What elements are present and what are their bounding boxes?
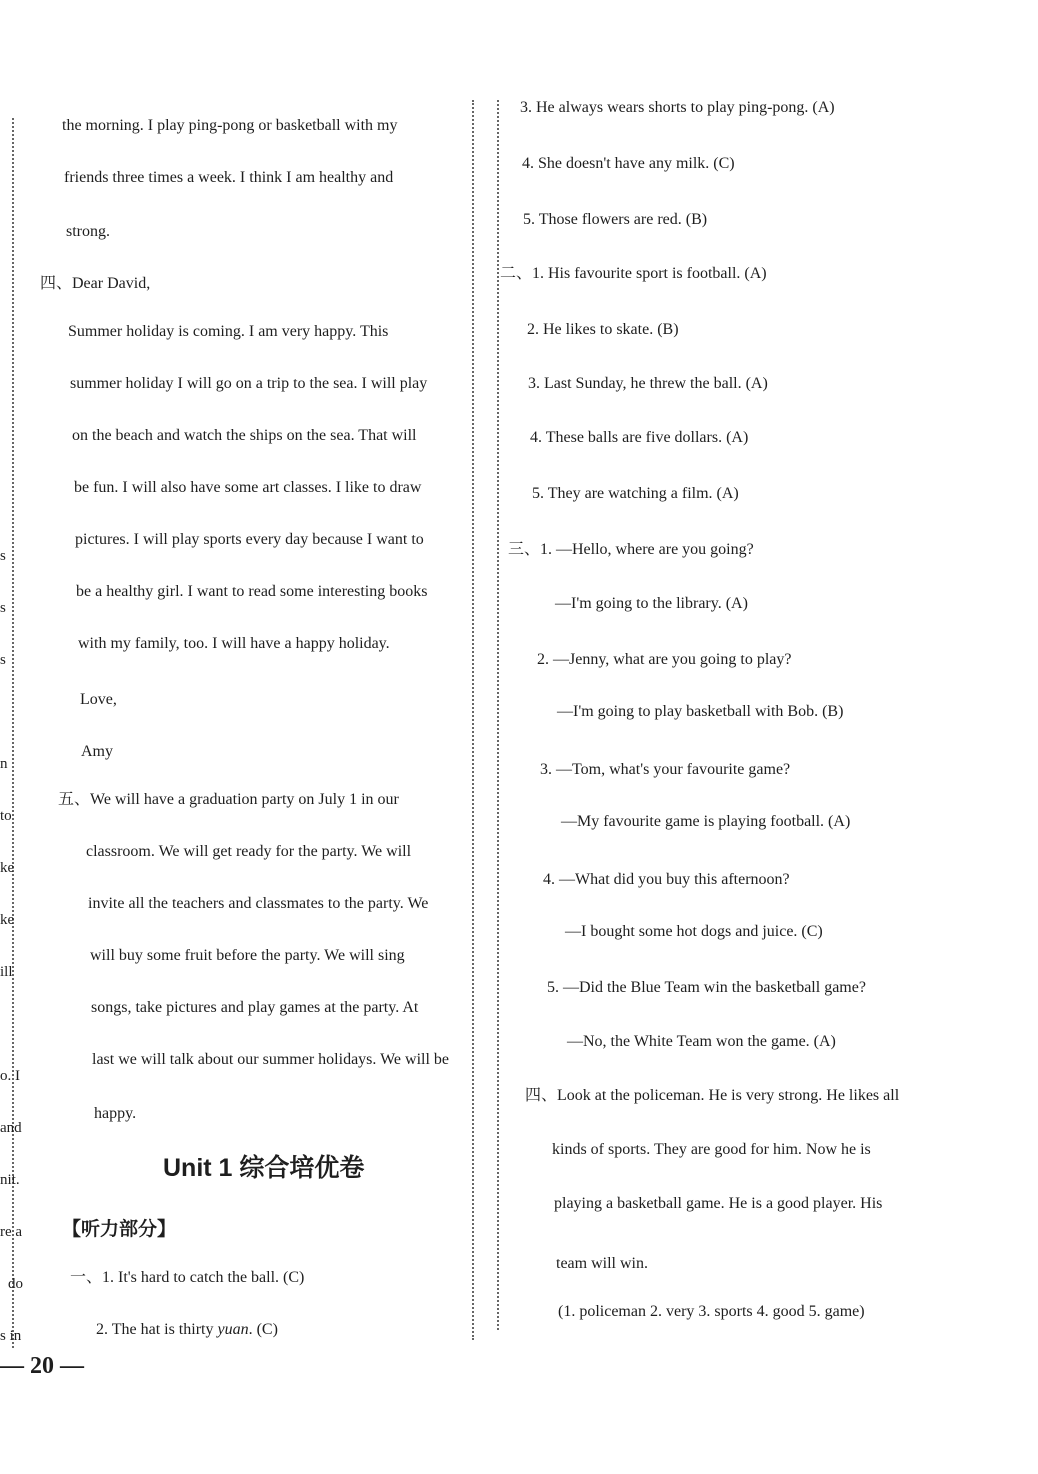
answer-item: 2. He likes to skate. (B) xyxy=(527,321,679,338)
dialogue-answer: —I'm going to the library. (A) xyxy=(555,595,748,612)
answer-item-text: 2. The hat is thirty xyxy=(96,1321,218,1338)
listening-section-heading: 【听力部分】 xyxy=(62,1219,177,1240)
unit-title: Unit 1 综合培优卷 xyxy=(163,1154,365,1182)
edge-fragment: n xyxy=(0,756,8,772)
edge-fragment: and xyxy=(0,1120,22,1136)
letter-signature: Amy xyxy=(81,743,113,760)
text-line: songs, take pictures and play games at the party. At xyxy=(91,999,419,1016)
text-line: strong. xyxy=(66,223,110,240)
text-line: happy. xyxy=(94,1105,137,1122)
dialogue-question: 2. —Jenny, what are you going to play? xyxy=(537,651,792,668)
edge-fragment: s xyxy=(0,600,6,616)
edge-fragment: re a xyxy=(0,1224,23,1240)
edge-fragment: ke xyxy=(0,912,15,928)
edge-fragment: ill xyxy=(0,964,13,980)
section-three-heading: 三、1. —Hello, where are you going? xyxy=(508,541,754,558)
dialogue-answer: —I bought some hot dogs and juice. (C) xyxy=(565,923,823,940)
dialogue-answer: —No, the White Team won the game. (A) xyxy=(567,1033,836,1050)
column-divider-right xyxy=(497,100,499,1330)
text-line: be a healthy girl. I want to read some interesting books xyxy=(76,583,428,600)
text-line: on the beach and watch the ships on the sea. That will xyxy=(72,427,417,444)
text-line: friends three times a week. I think I am healthy and xyxy=(64,169,394,186)
answer-item: 5. They are watching a film. (A) xyxy=(532,485,739,502)
letter-closing: Love, xyxy=(80,691,117,708)
edge-fragment: nit. xyxy=(0,1172,20,1188)
answer-item: 4. She doesn't have any milk. (C) xyxy=(522,155,735,172)
text-line: pictures. I will play sports every day because I want to xyxy=(75,531,424,548)
text-line: the morning. I play ping-pong or basketball with my xyxy=(62,117,398,134)
page-number: — 20 — xyxy=(0,1353,84,1379)
answer-key-line: (1. policeman 2. very 3. sports 4. good 5. game) xyxy=(558,1303,865,1320)
answer-item: 一、1. It's hard to catch the ball. (C) xyxy=(70,1269,305,1286)
edge-fragment: do xyxy=(8,1276,23,1292)
answer-item-italic: yuan xyxy=(217,1321,249,1338)
dialogue-answer: —My favourite game is playing football. (A) xyxy=(561,813,851,830)
answer-item xyxy=(96,1320,278,1339)
text-line: team will win. xyxy=(556,1255,648,1272)
text-line: kinds of sports. They are good for him. Now he is xyxy=(552,1141,871,1158)
text-line: will buy some fruit before the party. We will sing xyxy=(90,947,405,964)
section-two-heading: 二、1. His favourite sport is football. (A) xyxy=(500,265,767,282)
text-line: invite all the teachers and classmates to the party. We xyxy=(88,895,429,912)
section-four-heading: 四、Dear David, xyxy=(40,275,151,292)
binding-dotted-line xyxy=(12,118,14,1348)
section-four-heading: 四、Look at the policeman. He is very strong. He likes all xyxy=(525,1087,900,1104)
edge-fragment: to xyxy=(0,808,12,824)
dialogue-question: 3. —Tom, what's your favourite game? xyxy=(540,761,791,778)
answer-item-text: . (C) xyxy=(248,1321,278,1338)
text-line: playing a basketball game. He is a good player. His xyxy=(554,1195,883,1212)
text-line: classroom. We will get ready for the party. We will xyxy=(86,843,412,860)
edge-fragment: o. I xyxy=(0,1068,20,1084)
edge-fragment: s in xyxy=(0,1328,22,1344)
answer-item: 3. Last Sunday, he threw the ball. (A) xyxy=(528,375,768,392)
text-line: last we will talk about our summer holidays. We will be xyxy=(92,1051,450,1068)
text-line: summer holiday I will go on a trip to the sea. I will play xyxy=(70,375,428,392)
answer-item: 5. Those flowers are red. (B) xyxy=(523,211,708,228)
text-line: Summer holiday is coming. I am very happy. This xyxy=(68,323,389,340)
dialogue-question: 5. —Did the Blue Team win the basketball game? xyxy=(547,979,866,996)
answer-item: 4. These balls are five dollars. (A) xyxy=(530,429,749,446)
dialogue-answer: —I'm going to play basketball with Bob. (B) xyxy=(557,703,844,720)
answer-item: 3. He always wears shorts to play ping-pong. (A) xyxy=(520,99,835,116)
edge-fragment: s xyxy=(0,548,6,564)
text-line: be fun. I will also have some art classes. I like to draw xyxy=(74,479,422,496)
dialogue-question: 4. —What did you buy this afternoon? xyxy=(543,871,790,888)
edge-fragment: s xyxy=(0,652,6,668)
edge-fragment: ke xyxy=(0,860,15,876)
section-five-heading: 五、We will have a graduation party on July 1 in our xyxy=(58,791,399,808)
text-line: with my family, too. I will have a happy holiday. xyxy=(78,635,390,652)
column-divider-left xyxy=(472,100,474,1340)
